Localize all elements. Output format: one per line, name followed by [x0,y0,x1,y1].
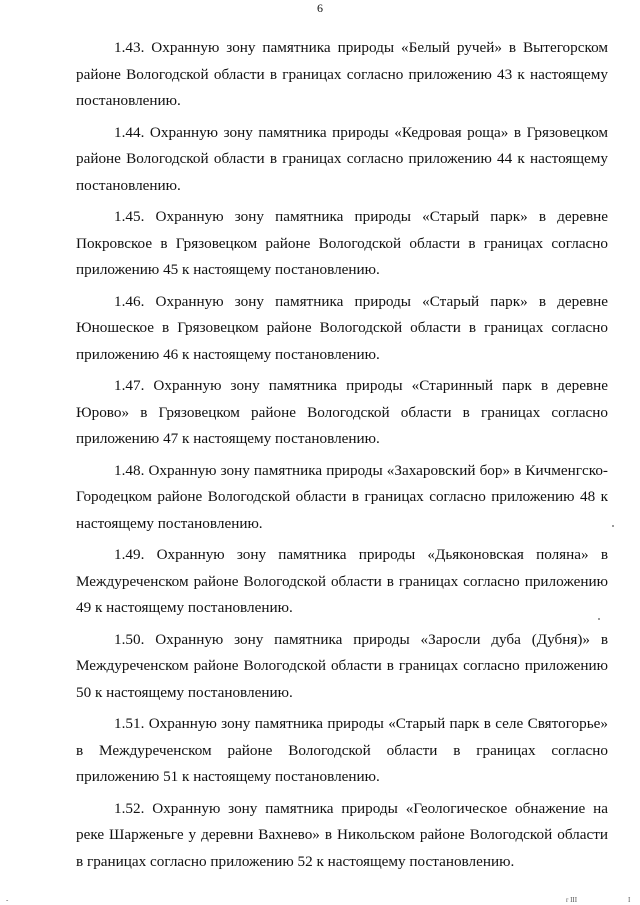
paragraph-1-43: 1.43. Охранную зону памятника природы «Белый ручей» в Вытегорском районе Вологодской области в границах согласно приложению 43 к настоящему постановлению. [76,39,608,109]
page-number: 6 [317,1,323,15]
paragraph-1-52: 1.52. Охранную зону памятника природы «Геологическое обнажение на реке Шарженьге у деревни Вахнево» в Никольском районе Вологодской области в границах согласно приложению 52 к настоящему постановлению. [76,799,608,870]
paragraph-1-46: 1.46. Охранную зону памятника природы «Старый парк» в деревне Юношеское в Грязовецком районе Вологодской области в границах согласно приложению 46 к настоящему постановлению. [76,292,608,363]
paragraph-1-48: 1.48. Охранную зону памятника природы «Захаровский бор» в Кичменгско-Городецком районе Вологодской области в границах согласно приложению 48 к настоящему постановлению. [76,461,608,532]
scan-mark-edge: I [628,896,631,904]
document-body [76,35,608,880]
paragraph-1-51: 1.51. Охранную зону памятника природы «Старый парк в селе Святогорье» в Междуреченском районе Вологодской области в границах согласно приложению 51 к настоящему постановлению. [76,715,608,785]
scan-mark-left: - [6,896,9,904]
paragraph-1-49: 1.49. Охранную зону памятника природы «Дьяконовская поляна» в Междуреченском районе Вологодской области в границах согласно приложению 49 к настоящему постановлению. [76,546,608,616]
paragraph-1-50: 1.50. Охранную зону памятника природы «Заросли дуба (Дубня)» в Междуреченском районе Вологодской области в границах согласно приложению 50 к настоящему постановлению. [76,630,608,701]
paragraph-1-44: 1.44. Охранную зону памятника природы «Кедровая роща» в Грязовецком районе Вологодской области в границах согласно приложению 44 к настоящему постановлению. [76,123,608,194]
scan-speck [598,618,600,620]
paragraph-1-45: 1.45. Охранную зону памятника природы «Старый парк» в деревне Покровское в Грязовецком районе Вологодской области в границах согласно приложению 45 к настоящему постановлению. [76,208,608,278]
scan-speck [612,525,614,527]
scan-mark-right: r III [566,896,578,904]
paragraph-1-47: 1.47. Охранную зону памятника природы «Старинный парк в деревне Юрово» в Грязовецком районе Вологодской области в границах согласно приложению 47 к настоящему постановлению. [76,377,608,447]
